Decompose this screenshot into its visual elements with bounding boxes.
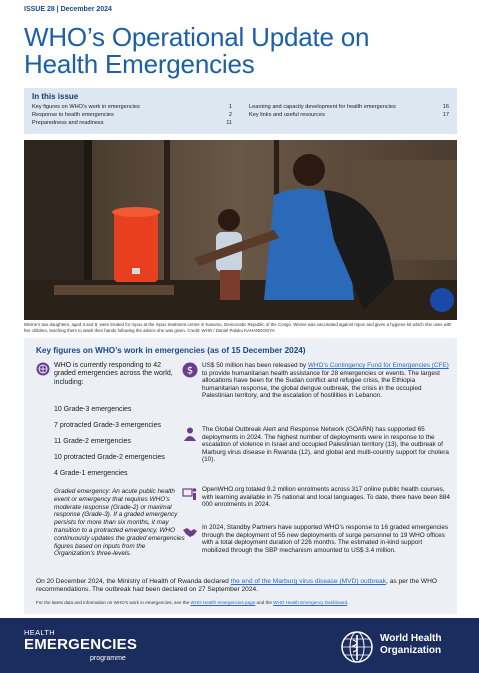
table-of-contents <box>24 88 457 134</box>
title-line-1: WHO’s Operational Update on <box>24 22 370 52</box>
cover-photo <box>24 140 457 320</box>
marburg-link[interactable]: the end of the Marburg virus disease (MVD) outbreak <box>230 578 387 585</box>
marburg-text-end: , as per the WHO recommendations. The outbreak had been declared on 27 September 2024. <box>36 578 437 593</box>
goarn-paragraph: The Global Outbreak Alert and Response Network (GOARN) has supported 65 deployments in 2024. The highest number of deployments were in response to the escalation of violence in Israel and occupied Palestinian territory (13), the outbreak of Marburg virus disease in Rwanda (12), and global and multi-country support for cholera (10). <box>202 426 449 464</box>
who-name-line-1: World Health <box>380 633 442 644</box>
graded-emergency-definition: Graded emergency: An acute public health event or emergency that requires WHO’s moderate response (Grade-2) or maximal response (Grade-3). If a graded emergency persists for more than six months, it may transition to a protracted emergency. WHO continuously updates the graded emergencies figures based on inputs from the Organization’s three-levels. <box>54 488 185 558</box>
toc-item-label: Key links and useful resources <box>249 112 325 118</box>
hep-logo-programme: programme <box>90 655 126 662</box>
toc-left-column <box>32 103 232 127</box>
who-emblem-icon <box>340 630 374 664</box>
page-title <box>24 24 464 78</box>
learning-icon <box>182 486 198 502</box>
toc-title: In this issue <box>32 92 79 101</box>
toc-item-page: 1 <box>228 104 232 110</box>
toc-item-page: 2 <box>228 112 232 118</box>
toc-item-label: Key figures on WHO’s work in emergencies <box>32 104 140 110</box>
title-line-2: Health Emergencies <box>24 49 255 79</box>
photo-illustration <box>24 140 457 320</box>
cfe-paragraph <box>202 362 450 400</box>
handshake-icon <box>182 524 198 540</box>
grade-item: 10 protracted Grade-2 emergencies <box>54 454 165 461</box>
emergency-dashboard-link[interactable]: WHO Health Emergency Dashboard <box>273 600 348 605</box>
who-name <box>380 633 441 657</box>
toc-item[interactable] <box>32 103 232 111</box>
toc-item[interactable] <box>32 119 232 127</box>
grade-item: 4 Grade-1 emergencies <box>54 470 128 477</box>
footnote-text-mid: and the <box>255 600 274 605</box>
hep-logo-big: EMERGENCIES <box>24 636 138 653</box>
health-emergencies-page-link[interactable]: WHO Health emergencies page <box>190 600 256 605</box>
grade-item: 10 Grade-3 emergencies <box>54 406 132 413</box>
resources-footnote <box>36 600 450 605</box>
marburg-text-start: On 20 December 2024, the Ministry of Health of Rwanda declared <box>36 578 231 585</box>
openwho-paragraph: OpenWHO.org totaled 9.2 million enrolments across 317 online public health courses, with learning available in 75 national and local languages. To date, there have been 884 000 enrolments in 2024. <box>202 486 450 509</box>
page-footer <box>0 618 479 673</box>
toc-item-page: 17 <box>442 112 449 118</box>
money-icon <box>182 362 198 378</box>
grade-item: 7 protracted Grade-3 emergencies <box>54 422 161 429</box>
grade-item: 11 Grade-2 emergencies <box>54 438 131 445</box>
key-figures-title: Key figures on WHO’s work in emergencies (as of 15 December 2024) <box>36 346 306 355</box>
people-icon <box>182 426 198 442</box>
cfe-text-start: US$ 50 million has been released by <box>202 362 308 369</box>
toc-item[interactable] <box>32 111 232 119</box>
issue-label: ISSUE 28 | December 2024 <box>24 6 112 13</box>
standby-partners-paragraph: In 2024, Standby Partners have supported WHO’s response to 16 graded emergencies through the deployment of 55 new deployments of surge personnel to 19 WHO offices with a total deployment duration of 226 months. The estimated in-kind support mobilized through the SBP mechanism amounted to US$ 3.4 million. <box>202 524 449 554</box>
who-name-line-2: Organization <box>380 645 442 656</box>
hep-logo-small: HEALTH <box>24 628 56 637</box>
graded-emergencies-lead: WHO is currently responding to 42 graded emergencies across the world, including: <box>54 362 173 386</box>
cfe-text-end: to provide humanitarian health assistance for 28 emergencies or events. The largest allocations have been for the Sudan conflict and refugee crisis, the Ethiopia humanitarian response, the global dengue outbreak, the crisis in the occupied Palestinian territory, and the escalation of hostilities in Lebanon. <box>202 369 440 400</box>
toc-item-page: 11 <box>226 120 232 126</box>
svg-text:$: $ <box>186 365 194 377</box>
cfe-link[interactable]: WHO’s Contingency Fund for Emergencies (CFE) <box>307 362 449 369</box>
marburg-paragraph <box>36 578 450 594</box>
toc-item[interactable] <box>249 111 449 119</box>
footnote-text-start: For the latest data and information on WHO’s work in emergencies, see the <box>36 600 191 605</box>
toc-right-column <box>249 103 449 127</box>
key-figures-box <box>24 338 457 614</box>
toc-item-label: Preparedness and readiness <box>32 120 104 126</box>
footnote-text-end: . <box>347 600 349 605</box>
globe-icon <box>36 362 50 376</box>
toc-item-label: Learning and capacity development for health emergencies <box>249 104 396 110</box>
toc-item[interactable] <box>249 103 449 111</box>
toc-item-label: Response to health emergencies <box>32 112 114 118</box>
photo-caption: Wivine’s two daughters, aged 3 and 9, were treated for mpox at the mpox treatment centre in Kavumu, Democratic Republic of the Congo. Wivine was vaccinated against mpox and given a hygiene kit which she uses with her children, teaching them to wash their hands following the advice she was given. Credit: WHO / Daniel Paluku KAHANDOGYA <box>24 322 452 333</box>
toc-item-page: 16 <box>442 104 449 110</box>
